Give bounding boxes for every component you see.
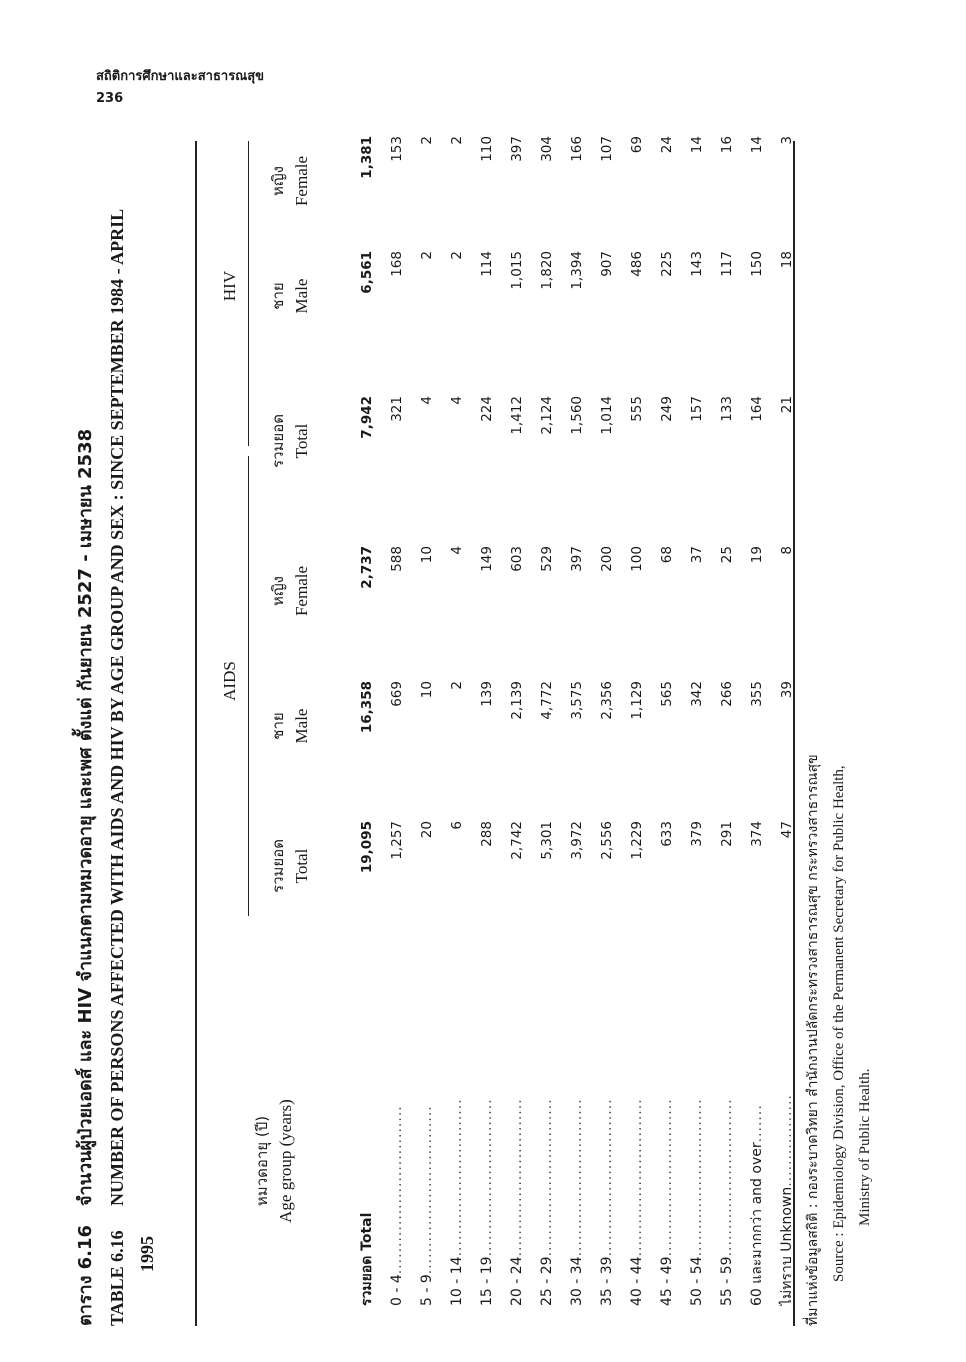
cell-hiv-male: 150 bbox=[749, 251, 765, 277]
cell-hiv-female: 14 bbox=[749, 136, 765, 154]
row-label: 10 - 14............................. bbox=[449, 1098, 465, 1306]
table-row bbox=[592, 136, 622, 1326]
cell-aids-male: 10 bbox=[419, 681, 435, 699]
cell-aids-total: 47 bbox=[779, 821, 795, 839]
aids-total-header: รวมยอด Total bbox=[269, 839, 311, 893]
cell-hiv-female: 110 bbox=[479, 136, 495, 162]
cell-hiv-male: 168 bbox=[389, 251, 405, 277]
cell-hiv-total: 7,942 bbox=[359, 396, 375, 439]
cell-hiv-male: 907 bbox=[599, 251, 615, 277]
cell-aids-male: 4,772 bbox=[539, 681, 555, 720]
table-row bbox=[652, 136, 682, 1326]
table-row bbox=[502, 136, 532, 1326]
title-english: TABLE 6.16NUMBER OF PERSONS AFFECTED WITH AIDS AND HIV BY AGE GROUP AND SEX : SINCE SEPTEMBER 1984 - APRIL bbox=[107, 208, 127, 1326]
table-row bbox=[712, 136, 742, 1326]
cell-aids-female: 68 bbox=[659, 546, 675, 564]
cell-aids-male: 2,139 bbox=[509, 681, 525, 720]
table-row bbox=[772, 136, 802, 1326]
cell-hiv-male: 117 bbox=[719, 251, 735, 277]
row-label: ไม่ทราบ Unknown................. bbox=[779, 1094, 795, 1306]
cell-hiv-female: 107 bbox=[599, 136, 615, 162]
age-group-header: หมวดอายุ (ปี) Age group (years) bbox=[253, 1099, 295, 1223]
table-row bbox=[562, 136, 592, 1326]
cell-aids-total: 20 bbox=[419, 821, 435, 839]
cell-aids-female: 529 bbox=[539, 546, 555, 572]
table-top-rule bbox=[195, 141, 197, 1326]
cell-hiv-male: 18 bbox=[779, 251, 795, 269]
cell-aids-total: 5,301 bbox=[539, 821, 555, 860]
cell-aids-total: 2,556 bbox=[599, 821, 615, 860]
cell-hiv-female: 69 bbox=[629, 136, 645, 154]
cell-aids-female: 100 bbox=[629, 546, 645, 572]
cell-hiv-total: 133 bbox=[719, 396, 735, 422]
table-row bbox=[532, 136, 562, 1326]
cell-hiv-male: 2 bbox=[449, 251, 465, 260]
cell-aids-female: 4 bbox=[449, 546, 465, 555]
cell-aids-female: 149 bbox=[479, 546, 495, 572]
table-row-total bbox=[352, 136, 382, 1326]
cell-aids-total: 2,742 bbox=[509, 821, 525, 860]
cell-aids-male: 3,575 bbox=[569, 681, 585, 720]
cell-aids-male: 1,129 bbox=[629, 681, 645, 720]
table-row bbox=[442, 136, 472, 1326]
cell-aids-male: 16,358 bbox=[359, 681, 375, 734]
cell-hiv-female: 397 bbox=[509, 136, 525, 162]
cell-aids-female: 2,737 bbox=[359, 546, 375, 589]
aids-female-header: หญิง Female bbox=[269, 565, 311, 617]
cell-aids-female: 19 bbox=[749, 546, 765, 564]
cell-aids-male: 266 bbox=[719, 681, 735, 707]
cell-hiv-total: 4 bbox=[419, 396, 435, 405]
cell-aids-female: 588 bbox=[389, 546, 405, 572]
cell-aids-male: 342 bbox=[689, 681, 705, 707]
table-title bbox=[70, 66, 162, 1326]
row-label: 5 - 9............................... bbox=[419, 1105, 435, 1306]
hiv-group-header: HIV bbox=[220, 270, 239, 302]
row-label: 35 - 39............................. bbox=[599, 1098, 615, 1306]
title-thai: ตาราง 6.16จำนวนผู้ป่วยเอดส์ และ HIV จำแนกตามหมวดอายุ และเพศ ตั้งแต่ กันยายน 2527 - เมษายน 2538 bbox=[75, 428, 96, 1326]
cell-aids-total: 1,229 bbox=[629, 821, 645, 860]
cell-aids-total: 1,257 bbox=[389, 821, 405, 860]
cell-hiv-female: 2 bbox=[449, 136, 465, 145]
row-label: 60 และมากกว่า and over....... bbox=[749, 1104, 765, 1306]
cell-aids-female: 37 bbox=[689, 546, 705, 564]
cell-aids-total: 6 bbox=[449, 821, 465, 830]
hiv-female-header: หญิง Female bbox=[269, 155, 311, 207]
row-label: 50 - 54............................. bbox=[689, 1098, 705, 1306]
hiv-male-header: ชาย Male bbox=[269, 278, 311, 314]
cell-hiv-total: 224 bbox=[479, 396, 495, 422]
cell-aids-female: 10 bbox=[419, 546, 435, 564]
cell-aids-male: 565 bbox=[659, 681, 675, 707]
cell-hiv-total: 157 bbox=[689, 396, 705, 422]
cell-hiv-female: 24 bbox=[659, 136, 675, 154]
cell-hiv-total: 321 bbox=[389, 396, 405, 422]
page-number: 236 bbox=[96, 91, 124, 106]
table-row bbox=[472, 136, 502, 1326]
table-row bbox=[622, 136, 652, 1326]
cell-hiv-male: 2 bbox=[419, 251, 435, 260]
cell-hiv-female: 3 bbox=[779, 136, 795, 145]
row-label: 25 - 29............................. bbox=[539, 1098, 555, 1306]
cell-hiv-male: 1,394 bbox=[569, 251, 585, 290]
cell-aids-total: 19,095 bbox=[359, 821, 375, 874]
cell-hiv-total: 555 bbox=[629, 396, 645, 422]
rotated-table-page bbox=[70, 66, 873, 1326]
cell-aids-female: 25 bbox=[719, 546, 735, 564]
table-row bbox=[412, 136, 442, 1326]
cell-hiv-female: 1,381 bbox=[359, 136, 375, 179]
cell-hiv-total: 1,412 bbox=[509, 396, 525, 435]
cell-hiv-female: 2 bbox=[419, 136, 435, 145]
cell-aids-male: 39 bbox=[779, 681, 795, 699]
cell-hiv-total: 164 bbox=[749, 396, 765, 422]
cell-aids-total: 374 bbox=[749, 821, 765, 847]
aids-group-rule bbox=[248, 456, 249, 916]
cell-aids-female: 8 bbox=[779, 546, 795, 555]
cell-hiv-female: 153 bbox=[389, 136, 405, 162]
cell-aids-total: 288 bbox=[479, 821, 495, 847]
cell-aids-total: 379 bbox=[689, 821, 705, 847]
cell-hiv-female: 304 bbox=[539, 136, 555, 162]
source-note-thai: ที่มาแห่งข้อมูลสถิติ : กองระบาดวิทยา สำนักงานปลัดกระทรวงสาธารณสุข กระทรวงสาธารณสุข bbox=[805, 754, 821, 1326]
source-note-english-cont: Ministry of Public Health. bbox=[857, 1068, 873, 1226]
cell-hiv-total: 1,014 bbox=[599, 396, 615, 435]
cell-aids-total: 3,972 bbox=[569, 821, 585, 860]
table-row bbox=[742, 136, 772, 1326]
table-row bbox=[682, 136, 712, 1326]
cell-aids-male: 2,356 bbox=[599, 681, 615, 720]
row-label: 40 - 44............................. bbox=[629, 1098, 645, 1306]
table-bottom-rule bbox=[793, 141, 795, 1326]
book-title: สถิติการศึกษาและสาธารณสุข bbox=[96, 69, 265, 84]
cell-aids-female: 397 bbox=[569, 546, 585, 572]
aids-group-header: AIDS bbox=[220, 661, 239, 701]
cell-hiv-total: 4 bbox=[449, 396, 465, 405]
cell-hiv-male: 486 bbox=[629, 251, 645, 277]
cell-hiv-male: 1,015 bbox=[509, 251, 525, 290]
cell-hiv-male: 114 bbox=[479, 251, 495, 277]
cell-hiv-total: 2,124 bbox=[539, 396, 555, 435]
cell-aids-male: 139 bbox=[479, 681, 495, 707]
cell-hiv-total: 249 bbox=[659, 396, 675, 422]
hiv-group-rule bbox=[248, 141, 249, 446]
cell-hiv-female: 14 bbox=[689, 136, 705, 154]
table-row bbox=[382, 136, 412, 1326]
row-label: รวมยอด Total bbox=[359, 1212, 375, 1306]
cell-aids-male: 2 bbox=[449, 681, 465, 690]
row-label: 0 - 4............................... bbox=[389, 1105, 405, 1306]
source-note-english: Source : Epidemiology Division, Office of the Permanent Secretary for Public Health, bbox=[831, 765, 847, 1282]
cell-aids-female: 603 bbox=[509, 546, 525, 572]
row-label: 20 - 24............................. bbox=[509, 1098, 525, 1306]
cell-aids-total: 291 bbox=[719, 821, 735, 847]
aids-male-header: ชาย Male bbox=[269, 708, 311, 744]
cell-aids-total: 633 bbox=[659, 821, 675, 847]
row-label: 55 - 59............................. bbox=[719, 1098, 735, 1306]
cell-hiv-male: 143 bbox=[689, 251, 705, 277]
cell-hiv-total: 21 bbox=[779, 396, 795, 414]
cell-aids-female: 200 bbox=[599, 546, 615, 572]
row-label: 30 - 34............................. bbox=[569, 1098, 585, 1306]
cell-hiv-total: 1,560 bbox=[569, 396, 585, 435]
row-label: 15 - 19............................. bbox=[479, 1098, 495, 1306]
cell-hiv-male: 225 bbox=[659, 251, 675, 277]
cell-hiv-female: 166 bbox=[569, 136, 585, 162]
cell-aids-male: 355 bbox=[749, 681, 765, 707]
hiv-total-header: รวมยอด Total bbox=[269, 414, 311, 468]
cell-hiv-male: 1,820 bbox=[539, 251, 555, 290]
cell-hiv-male: 6,561 bbox=[359, 251, 375, 294]
row-label: 45 - 49............................. bbox=[659, 1098, 675, 1306]
cell-aids-male: 669 bbox=[389, 681, 405, 707]
title-english-continued: 1995 bbox=[137, 1236, 157, 1272]
cell-hiv-female: 16 bbox=[719, 136, 735, 154]
